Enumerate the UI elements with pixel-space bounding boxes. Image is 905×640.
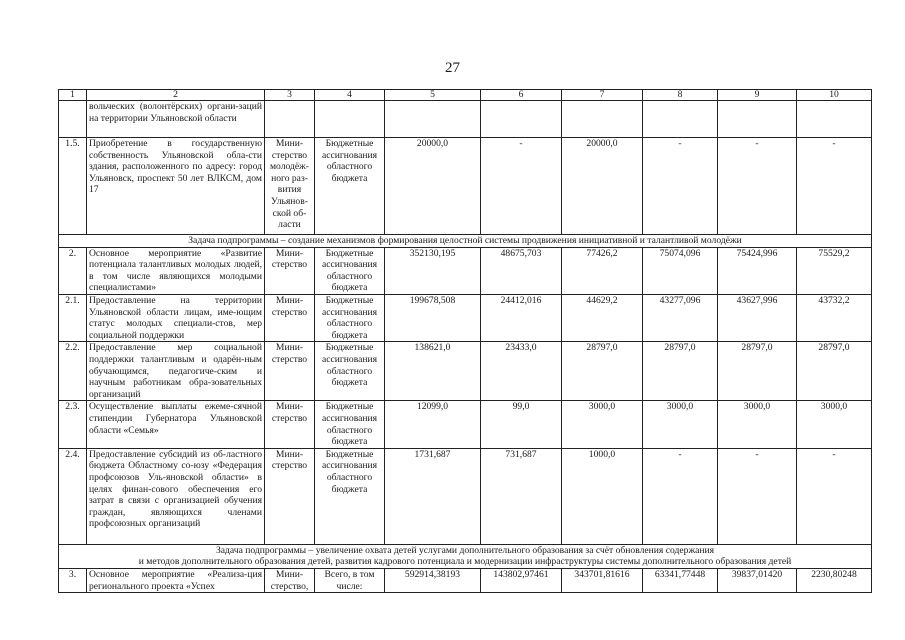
value-year: 43277,096: [643, 294, 718, 341]
value-total: 1731,687: [385, 448, 481, 544]
value-year: 44629,2: [562, 294, 643, 341]
column-header: 5: [385, 90, 481, 101]
funding-source: Всего, в том числе:: [315, 568, 385, 592]
table-row: [59, 342, 872, 401]
value-year: 1000,0: [562, 448, 643, 544]
funding-source: Бюджетные ассигнования областного бюджета: [315, 138, 385, 235]
funding-source: Бюджетные ассигнования областного бюджета: [315, 401, 385, 448]
program-table: [58, 89, 872, 593]
funding-source: Бюджетные ассигнования областного бюджета: [315, 448, 385, 544]
funding-source: Бюджетные ассигнования областного бюджета: [315, 294, 385, 341]
value-year: -: [797, 138, 872, 235]
value-year: -: [481, 138, 562, 235]
value-year: 77426,2: [562, 247, 643, 294]
column-header: 10: [797, 90, 872, 101]
table-row: [59, 294, 872, 341]
table-row: [59, 568, 872, 592]
section-heading: [59, 544, 872, 568]
funding-source: Бюджетные ассигнования областного бюджета: [315, 247, 385, 294]
value-year: 143802,97461: [481, 568, 562, 592]
row-number: 2.2.: [59, 342, 87, 401]
value-year: -: [718, 448, 797, 544]
value-year: 48675,703: [481, 247, 562, 294]
table-row: [59, 448, 872, 544]
value-total: 352130,195: [385, 247, 481, 294]
measure-description: Приобретение в государственную собственность Ульяновской обла-сти здания, расположенного по адресу: город Ульяновск, проспект 50 лет ВЛКСМ, дом 17: [87, 138, 265, 235]
value-year: 75424,996: [718, 247, 797, 294]
column-header: 1: [59, 90, 87, 101]
row-number: 2.3.: [59, 401, 87, 448]
value-year: 28797,0: [718, 342, 797, 401]
value-year: 3000,0: [562, 401, 643, 448]
funding-source: Бюджетные ассигнования областного бюджета: [315, 342, 385, 401]
table-row-continued: [59, 101, 872, 138]
value-year: 43732,2: [797, 294, 872, 341]
value-year: 731,687: [481, 448, 562, 544]
measure-description: Основное мероприятие «Развитие потенциала талантливых молодых людей, в том числе являющихся молодыми специалистами»: [87, 247, 265, 294]
row-number: 2.4.: [59, 448, 87, 544]
value-year: 39837,01420: [718, 568, 797, 592]
value-year: 75074,096: [643, 247, 718, 294]
measure-description: Предоставление мер социальной поддержки талантливым и одарён-ным обучающимся, педагогиче-ским и научным работникам обра-зовательных организаций: [87, 342, 265, 401]
value-year: -: [797, 448, 872, 544]
row-number: 3.: [59, 568, 87, 592]
executor: Мини-стерство: [265, 294, 315, 341]
column-header: 9: [718, 90, 797, 101]
value-year: 3000,0: [797, 401, 872, 448]
value-year: 63341,77448: [643, 568, 718, 592]
value-year: 23433,0: [481, 342, 562, 401]
column-header: 6: [481, 90, 562, 101]
measure-description: вольческих (волонтёрских) органи-заций на территории Ульяновской области: [87, 101, 265, 138]
value-year: 24412,016: [481, 294, 562, 341]
column-header-row: [59, 90, 872, 101]
row-number: 1.5.: [59, 138, 87, 235]
section-heading-line: и методов дополнительного образования детей, развития кадрового потенциала и модернизации инфраструктуры системы дополнительного образования детей: [138, 556, 792, 568]
value-total: 12099,0: [385, 401, 481, 448]
table-row: [59, 247, 872, 294]
section-heading-row: [59, 544, 872, 568]
value-year: 343701,81616: [562, 568, 643, 592]
value-total: 592914,38193: [385, 568, 481, 592]
value-year: 43627,996: [718, 294, 797, 341]
value-year: 28797,0: [562, 342, 643, 401]
measure-description: Основное мероприятие «Реализа-ция регионального проекта «Успех: [87, 568, 265, 592]
value-year: 2230,80248: [797, 568, 872, 592]
column-header: 2: [87, 90, 265, 101]
executor: Мини-стерство молодёж-ного раз-вития Ульянов-ской об-ласти: [265, 138, 315, 235]
measure-description: Предоставление субсидий из об-ластного бюджета Областному со-юзу «Федерация профсоюзов Уль-яновской области» в целях финан-сового обеспечения его затрат в связи с организацией обучения граждан, являющихся членами профсоюзных организаций: [87, 448, 265, 544]
value-total: 20000,0: [385, 138, 481, 235]
table-row: [59, 138, 872, 235]
page-number: 27: [445, 60, 460, 76]
measure-description: Предоставление на территории Ульяновской области лицам, име-ющим статус молодых специали-стов, мер социальной поддержки: [87, 294, 265, 341]
value-year: 99,0: [481, 401, 562, 448]
value-year: 28797,0: [643, 342, 718, 401]
table-row: [59, 401, 872, 448]
executor: Мини-стерство: [265, 401, 315, 448]
value-total: 199678,508: [385, 294, 481, 341]
section-heading-row: [59, 235, 872, 248]
section-heading: Задача подпрограммы – создание механизмов формирования целостной системы продвижения инициативной и талантливой молодёжи: [59, 235, 872, 248]
value-year: -: [643, 138, 718, 235]
value-year: 75529,2: [797, 247, 872, 294]
value-year: 20000,0: [562, 138, 643, 235]
column-header: 8: [643, 90, 718, 101]
value-year: -: [643, 448, 718, 544]
value-year: 3000,0: [643, 401, 718, 448]
column-header: 4: [315, 90, 385, 101]
value-year: 3000,0: [718, 401, 797, 448]
row-number: 2.: [59, 247, 87, 294]
column-header: 3: [265, 90, 315, 101]
row-number: 2.1.: [59, 294, 87, 341]
value-total: 138621,0: [385, 342, 481, 401]
section-heading-line: Задача подпрограммы – увеличение охвата детей услугами дополнительного образования за счёт обновления содержания: [215, 544, 715, 556]
value-year: 28797,0: [797, 342, 872, 401]
executor: Мини-стерство: [265, 247, 315, 294]
executor: Мини-стерство,: [265, 568, 315, 592]
measure-description: Осуществление выплаты ежеме-сячной стипендии Губернатора Ульяновской области «Семья»: [87, 401, 265, 448]
column-header: 7: [562, 90, 643, 101]
executor: Мини-стерство: [265, 342, 315, 401]
executor: Мини-стерство: [265, 448, 315, 544]
value-year: -: [718, 138, 797, 235]
